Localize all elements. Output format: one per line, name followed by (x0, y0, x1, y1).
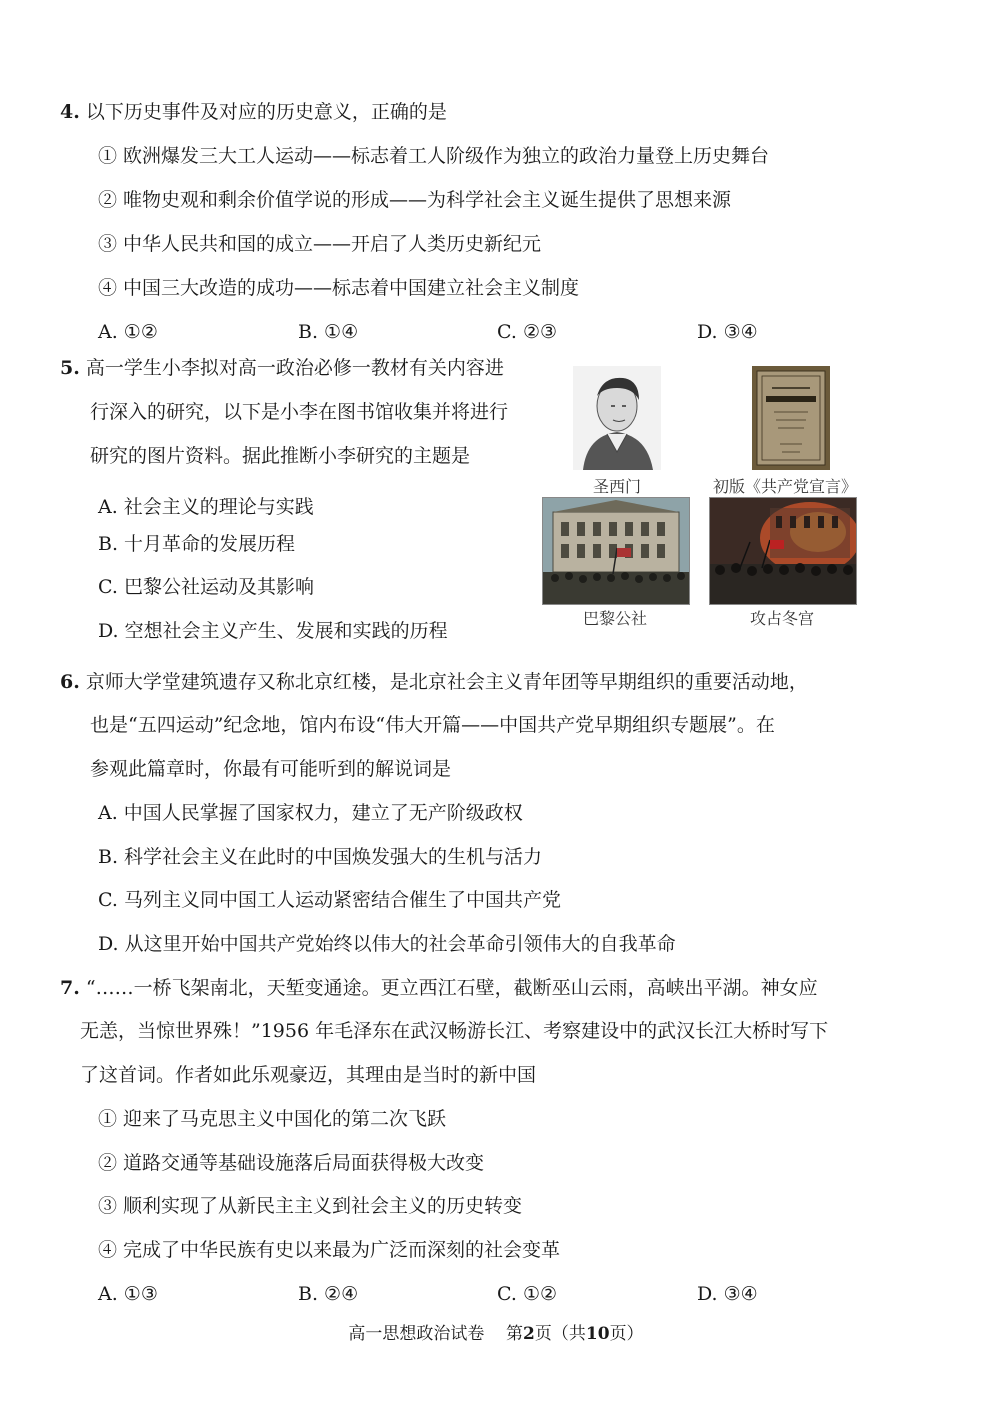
caption-winter-palace: 攻占冬宫 (749, 609, 814, 628)
q6-number: 6. (60, 671, 80, 693)
q7-option-c: C. ①② (497, 1283, 558, 1305)
q7-item-1: ① 迎来了马克思主义中国化的第二次飞跃 (98, 1108, 447, 1130)
figure-paris-commune (542, 497, 690, 605)
q6-stem-line-3: 参观此篇章时，你最有可能听到的解说词是 (90, 758, 452, 780)
figure-communist-manifesto (752, 366, 830, 470)
q4-item-2: ② 唯物史观和剩余价值学说的形成——为科学社会主义诞生提供了思想来源 (98, 189, 732, 211)
portrait-sketch-icon (573, 366, 661, 470)
caption-communist-manifesto: 初版《共产党宣言》 (712, 477, 857, 496)
q5-option-a: A. 社会主义的理论与实践 (98, 496, 314, 518)
q5-stem-line-3: 研究的图片资料。据此推断小李研究的主题是 (90, 445, 471, 467)
paris-commune-scene-icon (543, 498, 689, 604)
q5-stem-line-1 (60, 356, 504, 380)
q5-stem-text-1: 高一学生小李拟对高一政治必修一教材有关内容进 (85, 357, 504, 379)
q7-option-d: D. ③④ (697, 1283, 758, 1305)
caption-saint-simon: 圣西门 (592, 477, 641, 496)
q7-item-3: ③ 顺利实现了从新民主主义到社会主义的历史转变 (98, 1195, 523, 1217)
q4-option-d: D. ③④ (697, 321, 758, 343)
q7-stem-text-1: “……一桥飞架南北，天堑变通途。更立西江石壁，截断巫山云雨，高峡出平湖。神女应 (85, 977, 818, 999)
q7-option-a: A. ①③ (98, 1283, 158, 1305)
q6-stem-text-1: 京师大学堂建筑遗存又称北京红楼，是北京社会主义青年团等早期组织的重要活动地， (85, 671, 808, 693)
q6-option-b: B. 科学社会主义在此时的中国焕发强大的生机与活力 (98, 846, 543, 868)
footer-page-mid: 页（共 (534, 1324, 586, 1344)
q7-stem-line-3: 了这首词。作者如此乐观豪迈，其理由是当时的新中国 (80, 1064, 537, 1086)
q7-stem-line-1 (60, 976, 818, 1000)
q4-item-1: ① 欧洲爆发三大工人运动——标志着工人阶级作为独立的政治力量登上历史舞台 (98, 145, 770, 167)
q5-number: 5. (60, 357, 80, 379)
q4-stem-text: 以下历史事件及对应的历史意义，正确的是 (85, 101, 447, 123)
q6-stem-line-2: 也是“五四运动”纪念地，馆内布设“伟大开篇——中国共产党早期组织专题展”。在 (90, 714, 775, 736)
figure-saint-simon-portrait (573, 366, 661, 470)
footer-page-number: 2 (523, 1324, 535, 1344)
q7-item-4: ④ 完成了中华民族有史以来最为广泛而深刻的社会变革 (98, 1239, 561, 1261)
q6-option-d: D. 从这里开始中国共产党始终以伟大的社会革命引领伟大的自我革命 (98, 933, 676, 955)
q6-stem-line-1 (60, 670, 808, 694)
footer-page-total: 10 (585, 1324, 610, 1344)
q4-item-4: ④ 中国三大改造的成功——标志着中国建立社会主义制度 (98, 277, 580, 299)
q5-option-b: B. 十月革命的发展历程 (98, 533, 296, 555)
winter-palace-scene-icon (710, 498, 856, 604)
q4-option-a: A. ①② (98, 321, 158, 343)
manifesto-cover-icon (752, 366, 830, 470)
q7-item-2: ② 道路交通等基础设施落后局面获得极大改变 (98, 1152, 485, 1174)
q7-stem-line-2: 无恙，当惊世界殊！”1956 年毛泽东在武汉畅游长江、考察建设中的武汉长江大桥时写下 (80, 1020, 829, 1042)
footer-title: 高一思想政治试卷 (348, 1324, 485, 1344)
page-footer (0, 1322, 992, 1346)
q4-option-c: C. ②③ (497, 321, 558, 343)
q7-number: 7. (60, 977, 80, 999)
q4-item-3: ③ 中华人民共和国的成立——开启了人类历史新纪元 (98, 233, 542, 255)
footer-page-prefix: 第 (506, 1324, 524, 1344)
q5-option-d: D. 空想社会主义产生、发展和实践的历程 (98, 620, 448, 642)
q6-option-c: C. 马列主义同中国工人运动紧密结合催生了中国共产党 (98, 889, 561, 911)
q6-option-a: A. 中国人民掌握了国家权力，建立了无产阶级政权 (98, 802, 523, 824)
footer-page-suffix: 页） (609, 1324, 644, 1344)
caption-paris-commune: 巴黎公社 (582, 609, 647, 628)
q4-option-b: B. ①④ (298, 321, 359, 343)
q7-option-b: B. ②④ (298, 1283, 359, 1305)
q4-stem (60, 100, 447, 124)
q5-option-c: C. 巴黎公社运动及其影响 (98, 576, 314, 598)
q4-number: 4. (60, 101, 80, 123)
figure-winter-palace (709, 497, 857, 605)
q5-stem-line-2: 行深入的研究，以下是小李在图书馆收集并将进行 (90, 401, 509, 423)
